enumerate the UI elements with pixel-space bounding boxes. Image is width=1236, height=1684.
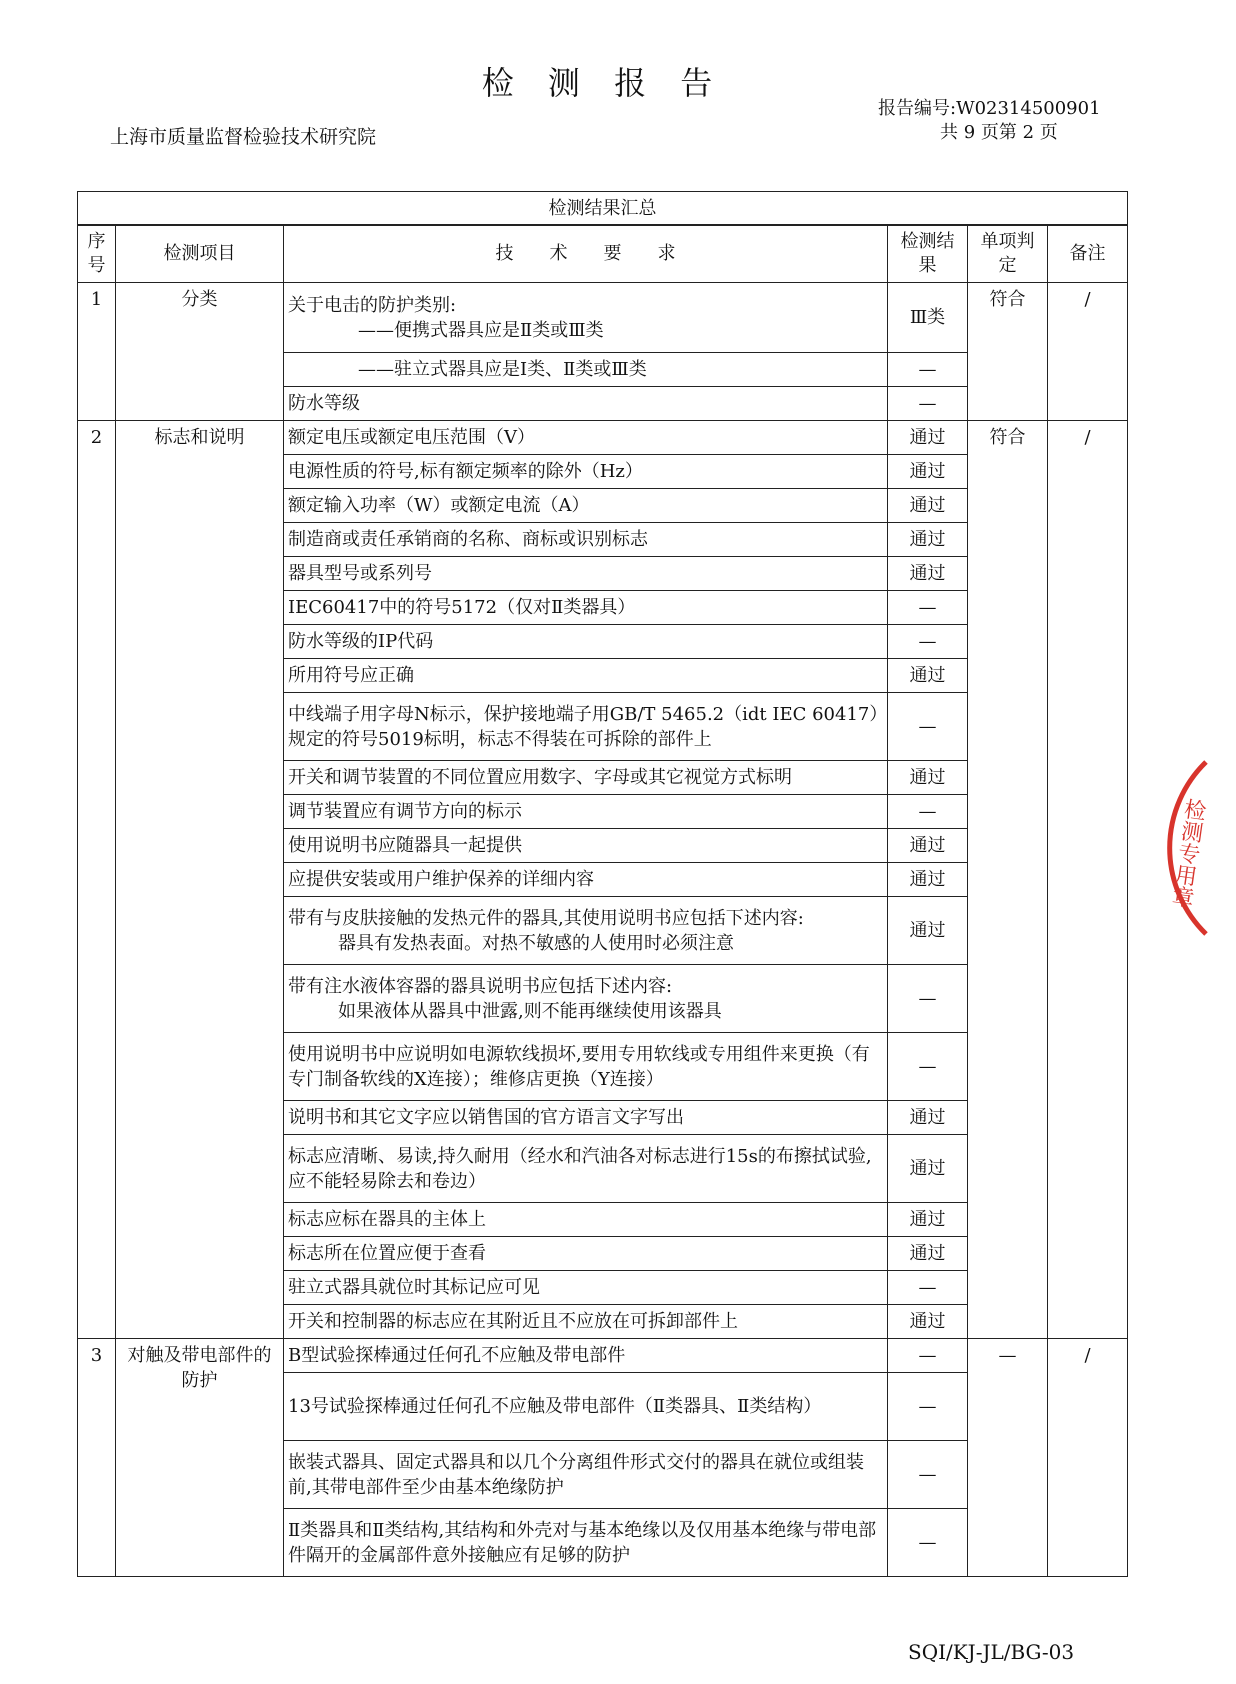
- result-cell: —: [888, 353, 968, 387]
- requirement-cell: B型试验探棒通过任何孔不应触及带电部件: [284, 1339, 888, 1373]
- requirement-cell: 防水等级的IP代码: [284, 625, 888, 659]
- requirement-cell: 额定输入功率（W）或额定电流（A）: [284, 489, 888, 523]
- item-cell: 分类: [116, 283, 284, 421]
- note-cell: /: [1048, 1339, 1128, 1577]
- result-cell: 通过: [888, 421, 968, 455]
- requirement-cell: 制造商或责任承销商的名称、商标或识别标志: [284, 523, 888, 557]
- col-header-note: 备注: [1048, 225, 1128, 283]
- result-cell: 通过: [888, 455, 968, 489]
- result-cell: —: [888, 1441, 968, 1509]
- seq-cell: 3: [78, 1339, 116, 1577]
- judgement-cell: 符合: [968, 421, 1048, 1339]
- requirement-line: 带有与皮肤接触的发热元件的器具,其使用说明书应包括下述内容:: [288, 907, 804, 929]
- result-cell: —: [888, 387, 968, 421]
- requirement-line: 器具有发热表面。对热不敏感的人使用时必须注意: [338, 932, 734, 954]
- table-caption: 检测结果汇总: [78, 192, 1128, 226]
- col-header-seq: 序号: [78, 225, 116, 283]
- requirement-cell: 调节装置应有调节方向的标示: [284, 795, 888, 829]
- item-cell: 对触及带电部件的防护: [116, 1339, 284, 1577]
- requirement-cell: 使用说明书应随器具一起提供: [284, 829, 888, 863]
- result-cell: —: [888, 965, 968, 1033]
- col-header-item: 检测项目: [116, 225, 284, 283]
- form-code: SQI/KJ-JL/BG-03: [908, 1640, 1075, 1664]
- seq-cell: 1: [78, 283, 116, 421]
- result-cell: 通过: [888, 1203, 968, 1237]
- table-row: [78, 421, 1128, 455]
- requirement-cell: 使用说明书中应说明如电源软线损坏,要用专用软线或专用组件来更换（有专门制备软线的X连接）；维修店更换（Y连接）: [284, 1033, 888, 1101]
- col-header-judgement: 单项判定: [968, 225, 1048, 283]
- result-cell: 通过: [888, 1135, 968, 1203]
- report-title: 检 测 报 告: [481, 64, 725, 102]
- results-summary-table: [77, 191, 1128, 1577]
- requirement-cell: Ⅱ类器具和Ⅱ类结构,其结构和外壳对与基本绝缘以及仅用基本绝缘与带电部件隔开的金属部件意外接触应有足够的防护: [284, 1509, 888, 1577]
- requirement-cell: [284, 353, 888, 387]
- requirement-cell: 开关和控制器的标志应在其附近且不应放在可拆卸部件上: [284, 1305, 888, 1339]
- requirement-line: ——便携式器具应是Ⅱ类或Ⅲ类: [358, 319, 604, 341]
- requirement-cell: 标志应清晰、易读,持久耐用（经水和汽油各对标志进行15s的布擦拭试验,应不能轻易除去和卷边）: [284, 1135, 888, 1203]
- result-cell: 通过: [888, 489, 968, 523]
- item-cell: 标志和说明: [116, 421, 284, 1339]
- result-cell: —: [888, 591, 968, 625]
- requirement-cell: [284, 283, 888, 353]
- note-cell: /: [1048, 421, 1128, 1339]
- requirement-cell: 电源性质的符号,标有额定频率的除外（Hz）: [284, 455, 888, 489]
- requirement-line: 如果液体从器具中泄露,则不能再继续使用该器具: [338, 1000, 722, 1022]
- result-cell: —: [888, 1339, 968, 1373]
- result-cell: 通过: [888, 897, 968, 965]
- col-header-requirement: 技 术 要 求: [284, 225, 888, 283]
- judgement-cell: 符合: [968, 283, 1048, 421]
- result-cell: —: [888, 1271, 968, 1305]
- result-cell: —: [888, 693, 968, 761]
- table-header-row: [78, 225, 1128, 283]
- requirement-cell: 中线端子用字母N标示，保护接地端子用GB/T 5465.2（idt IEC 60417）规定的符号5019标明，标志不得装在可拆除的部件上: [284, 693, 888, 761]
- result-cell: Ⅲ类: [888, 283, 968, 353]
- table-row: [78, 1339, 1128, 1373]
- note-cell: /: [1048, 283, 1128, 421]
- requirement-cell: 防水等级: [284, 387, 888, 421]
- result-cell: —: [888, 1509, 968, 1577]
- report-number: 报告编号:W02314500901: [878, 98, 1101, 119]
- col-header-result: 检测结果: [888, 225, 968, 283]
- requirement-cell: 器具型号或系列号: [284, 557, 888, 591]
- requirement-cell: 开关和调节装置的不同位置应用数字、字母或其它视觉方式标明: [284, 761, 888, 795]
- requirement-line: 关于电击的防护类别:: [288, 294, 457, 316]
- requirement-cell: [284, 897, 888, 965]
- requirement-cell: 所用符号应正确: [284, 659, 888, 693]
- table-row: [78, 283, 1128, 353]
- requirement-line: 带有注水液体容器的器具说明书应包括下述内容:: [288, 975, 673, 997]
- organization-name: 上海市质量监督检验技术研究院: [110, 126, 377, 148]
- stamp-text: 检测专用章: [1167, 796, 1208, 910]
- requirement-cell: IEC60417中的符号5172（仅对Ⅱ类器具）: [284, 591, 888, 625]
- requirement-cell: 标志所在位置应便于查看: [284, 1237, 888, 1271]
- seq-cell: 2: [78, 421, 116, 1339]
- requirement-line: ——驻立式器具应是Ⅰ类、Ⅱ类或Ⅲ类: [358, 359, 647, 380]
- requirement-cell: 标志应标在器具的主体上: [284, 1203, 888, 1237]
- result-cell: —: [888, 625, 968, 659]
- requirement-cell: 嵌装式器具、固定式器具和以几个分离组件形式交付的器具在就位或组装前,其带电部件至少由基本绝缘防护: [284, 1441, 888, 1509]
- requirement-cell: 额定电压或额定电压范围（V）: [284, 421, 888, 455]
- result-cell: 通过: [888, 659, 968, 693]
- requirement-cell: 驻立式器具就位时其标记应可见: [284, 1271, 888, 1305]
- result-cell: —: [888, 1373, 968, 1441]
- result-cell: 通过: [888, 1305, 968, 1339]
- judgement-cell: —: [968, 1339, 1048, 1577]
- result-cell: 通过: [888, 557, 968, 591]
- requirement-cell: 应提供安装或用户维护保养的详细内容: [284, 863, 888, 897]
- result-cell: —: [888, 795, 968, 829]
- result-cell: 通过: [888, 1101, 968, 1135]
- requirement-cell: 13号试验探棒通过任何孔不应触及带电部件（Ⅱ类器具、Ⅱ类结构）: [284, 1373, 888, 1441]
- requirement-cell: [284, 965, 888, 1033]
- page-info: 共 9 页第 2 页: [940, 122, 1058, 143]
- result-cell: 通过: [888, 1237, 968, 1271]
- result-cell: 通过: [888, 829, 968, 863]
- inspection-seal-stamp: [1167, 758, 1236, 938]
- result-cell: 通过: [888, 863, 968, 897]
- result-cell: —: [888, 1033, 968, 1101]
- requirement-cell: 说明书和其它文字应以销售国的官方语言文字写出: [284, 1101, 888, 1135]
- result-cell: 通过: [888, 523, 968, 557]
- result-cell: 通过: [888, 761, 968, 795]
